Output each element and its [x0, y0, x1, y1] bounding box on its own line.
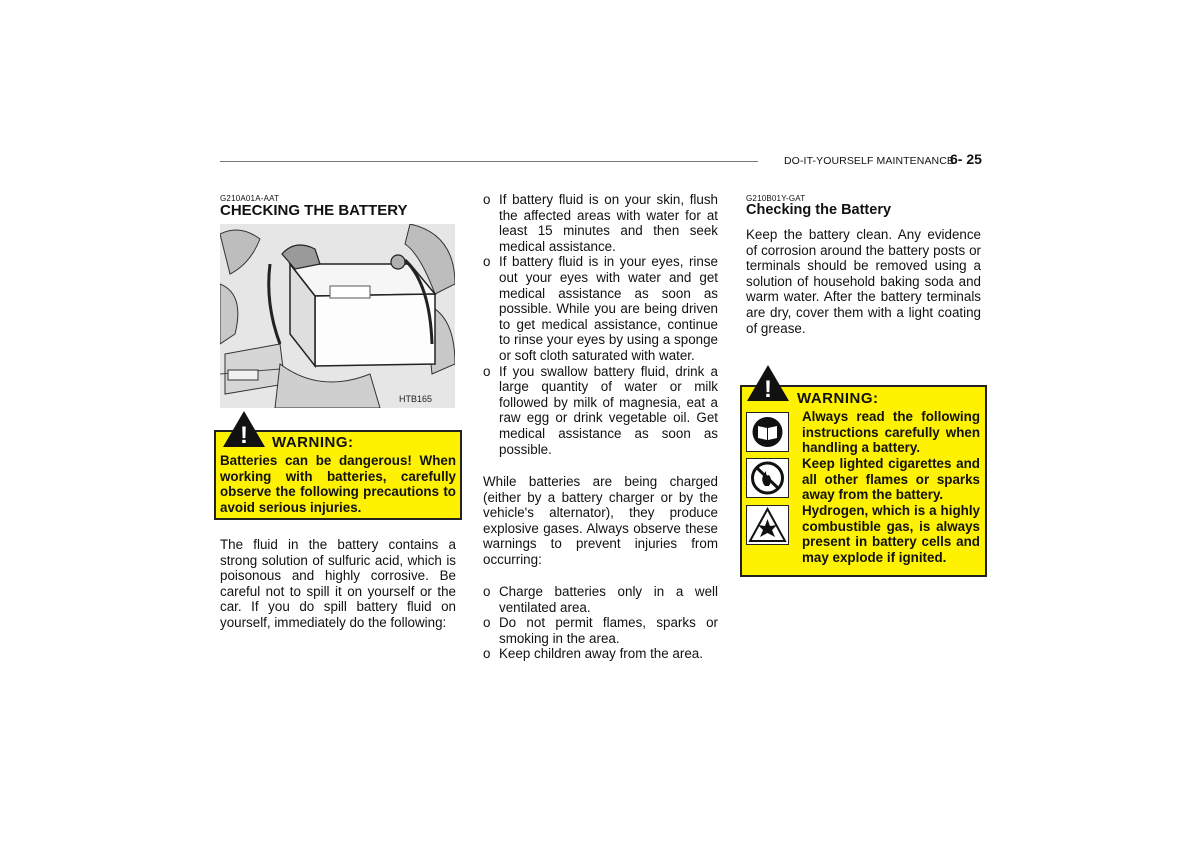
- warning-triangle-icon: [746, 364, 790, 402]
- section-code-left: G210A01A-AAT: [220, 194, 280, 203]
- list-item-text: Do not permit flames, sparks or smoking in the area.: [499, 615, 718, 646]
- warning-title-left: WARNING:: [272, 434, 354, 451]
- header-rule: [220, 161, 758, 162]
- svg-text:!: !: [240, 422, 248, 448]
- bullet-mark: o: [483, 254, 491, 270]
- list-item-text: Charge batteries only in a well ventilated area.: [499, 584, 718, 615]
- list-item: [483, 254, 718, 363]
- paragraph-keep-clean: Keep the battery clean. Any evidence of corrosion around the battery posts or terminals should be removed using a solution of household baking soda and warm water. After the battery terminals are dry, cover them with a light coating of grease.: [746, 227, 981, 336]
- bullet-mark: o: [483, 584, 491, 599]
- svg-text:!: !: [764, 376, 772, 402]
- list-item-text: Keep children away from the area.: [499, 646, 703, 662]
- paragraph-charging: While batteries are being charged (either by a battery charger or by the vehicle's alternator), they produce explosive gases. Always observe these warnings to prevent injuries from occurring:: [483, 474, 718, 567]
- warning-text-hydrogen: Hydrogen, which is a highly combustible gas, is always present in battery cells and may explode if ignited.: [802, 503, 980, 565]
- list-item: [483, 646, 718, 662]
- paragraph-sulfuric-acid: The fluid in the battery contains a strong solution of sulfuric acid, which is poisonous and highly corrosive. Be careful not to spill it on yourself or the car. If you do spill battery fluid on yourself, immediately do the following:: [220, 537, 456, 630]
- list-item: [483, 584, 718, 615]
- warning-text-no-flames: Keep lighted cigarettes and all other flames or sparks away from the battery.: [802, 456, 980, 503]
- section-title: DO-IT-YOURSELF MAINTENANCE: [784, 155, 955, 167]
- list-item: [483, 615, 718, 646]
- photo-label: HTB165: [399, 394, 433, 404]
- list-item-text: If battery fluid is in your eyes, rinse out your eyes with water and get medical assistance as soon as possible. While you are being driven to get medical assistance, continue to rinse your eyes by using a sponge or soft cloth saturated with water.: [499, 254, 718, 363]
- warning-triangle-icon: [222, 410, 266, 448]
- heading-checking-battery: CHECKING THE BATTERY: [220, 202, 408, 219]
- list-item: [483, 192, 718, 254]
- list-item: [483, 364, 718, 458]
- first-aid-list: [483, 192, 718, 457]
- section-code-right: G210B01Y-GAT: [746, 194, 806, 203]
- list-item-text: If you swallow battery fluid, drink a large quantity of water or milk followed by milk of magnesia, eat a raw egg or drink vegetable oil. Get medical assistance as soon as possible.: [499, 363, 718, 457]
- bullet-mark: o: [483, 646, 491, 662]
- warning-text-left: Batteries can be dangerous! When working with batteries, carefully observe the following precautions to avoid serious injuries.: [220, 453, 456, 515]
- page-number: 6- 25: [950, 151, 982, 167]
- charging-precautions-list: [483, 584, 718, 662]
- heading-checking-battery-sub: Checking the Battery: [746, 202, 892, 218]
- read-manual-icon: [746, 412, 789, 452]
- bullet-mark: o: [483, 192, 491, 207]
- list-item-text: If battery fluid is on your skin, flush the affected areas with water for at least 15 minutes and then seek medical assistance.: [499, 192, 718, 254]
- bullet-mark: o: [483, 363, 491, 379]
- bullet-mark: o: [483, 615, 491, 631]
- explosive-icon: [746, 505, 789, 545]
- battery-illustration: [220, 224, 455, 408]
- warning-title-right: WARNING:: [797, 390, 879, 407]
- no-flames-icon: [746, 458, 789, 498]
- warning-text-read-instructions: Always read the following instructions carefully when handling a battery.: [802, 409, 980, 456]
